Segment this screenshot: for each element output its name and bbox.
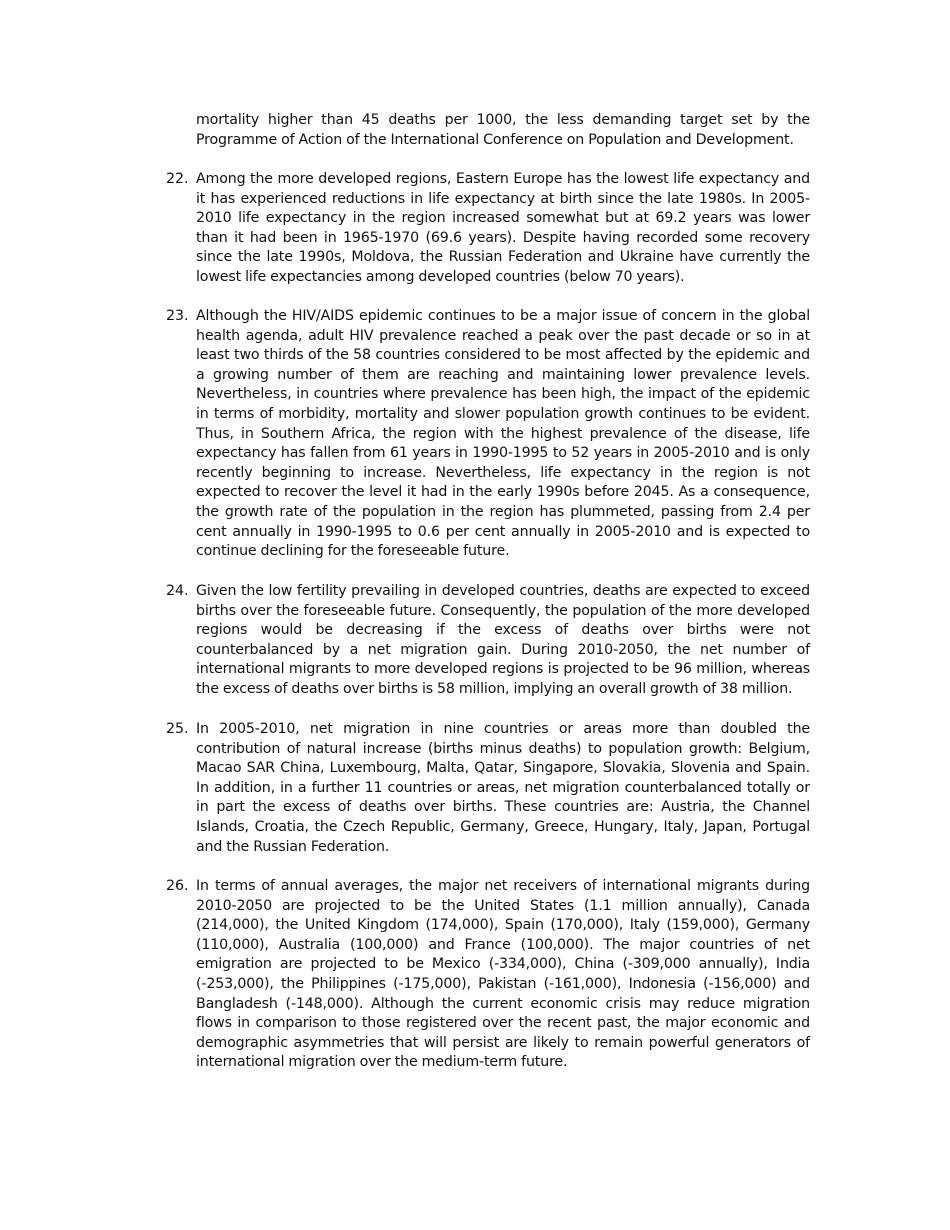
paragraph-25: In 2005-2010, net migration in nine countries or areas more than doubled the contribution of natural increase (births minus deaths) to population growth: Belgium, Macao SAR China, Luxembourg, Malta, Qatar, Singapore, Slovakia, Slovenia and Spain. In addition, in a further 11 countries or areas, net migration counterbalanced totally or in part the excess of deaths over births. These countries are: Austria, the Channel Islands, Croatia, the Czech Republic, Germany, Greece, Hungary, Italy, Japan, Portugal and the Russian Federation.: [196, 721, 810, 855]
paragraph-22: Among the more developed regions, Eastern Europe has the lowest life expectancy and it has experienced reductions in life expectancy at birth since the late 1980s. In 2005-2010 life expectancy in the region increased somewhat but at 69.2 years was lower than it had been in 1965-1970 (69.6 years). Despite having recorded some recovery since the late 1990s, Moldova, the Russian Federation and Ukraine have currently the lowest life expectancies among developed countries (below 70 years).: [196, 171, 810, 285]
paragraph-number-25: 25.: [166, 721, 189, 737]
paragraph-number-22: 22.: [166, 171, 189, 187]
paragraph-26: In terms of annual averages, the major net receivers of international migrants during 2010-2050 are projected to be the United States (1.1 million annually), Canada (214,000), the United Kingdom (174,000), Spain (170,000), Italy (159,000), Germany (110,000), Australia (100,000) and France (100,000). The major countries of net emigration are projected to be Mexico (-334,000), China (-309,000 annually), India (-253,000), the Philippines (-175,000), Pakistan (-161,000), Indonesia (-156,000) and Bangladesh (-148,000). Although the current economic crisis may reduce migration flows in comparison to those registered over the recent past, the major economic and demographic asymmetries that will persist are likely to remain powerful generators of international migration over the medium-term future.: [196, 878, 810, 1071]
paragraph-23: Although the HIV/AIDS epidemic continues to be a major issue of concern in the global health agenda, adult HIV prevalence reached a peak over the past decade or so in at least two thirds of the 58 countries considered to be most affected by the epidemic and a growing number of them are reaching and maintaining lower prevalence levels. Nevertheless, in countries where prevalence has been high, the impact of the epidemic in terms of morbidity, mortality and slower population growth continues to be evident. Thus, in Southern Africa, the region with the highest prevalence of the disease, life expectancy has fallen from 61 years in 1990-1995 to 52 years in 2005-2010 and is only recently beginning to increase. Nevertheless, life expectancy in the region is not expected to recover the level it had in the early 1990s before 2045. As a consequence, the growth rate of the population in the region has plummeted, passing from 2.4 per cent annually in 1990-1995 to 0.6 per cent annually in 2005-2010 and is expected to continue declining for the foreseeable future.: [196, 308, 810, 560]
paragraph-number-23: 23.: [166, 308, 189, 324]
paragraph-number-24: 24.: [166, 583, 189, 599]
paragraph-continuation: mortality higher than 45 deaths per 1000, the less demanding target set by the Programme of Action of the International Conference on Population and Development.: [196, 112, 810, 148]
paragraph-24: Given the low fertility prevailing in developed countries, deaths are expected to exceed births over the foreseeable future. Consequently, the population of the more developed regions would be decreasing if the excess of deaths over births were not counterbalanced by a net migration gain. During 2010-2050, the net number of international migrants to more developed regions is projected to be 96 million, whereas the excess of deaths over births is 58 million, implying an overall growth of 38 million.: [196, 583, 810, 697]
paragraph-number-26: 26.: [166, 878, 189, 894]
